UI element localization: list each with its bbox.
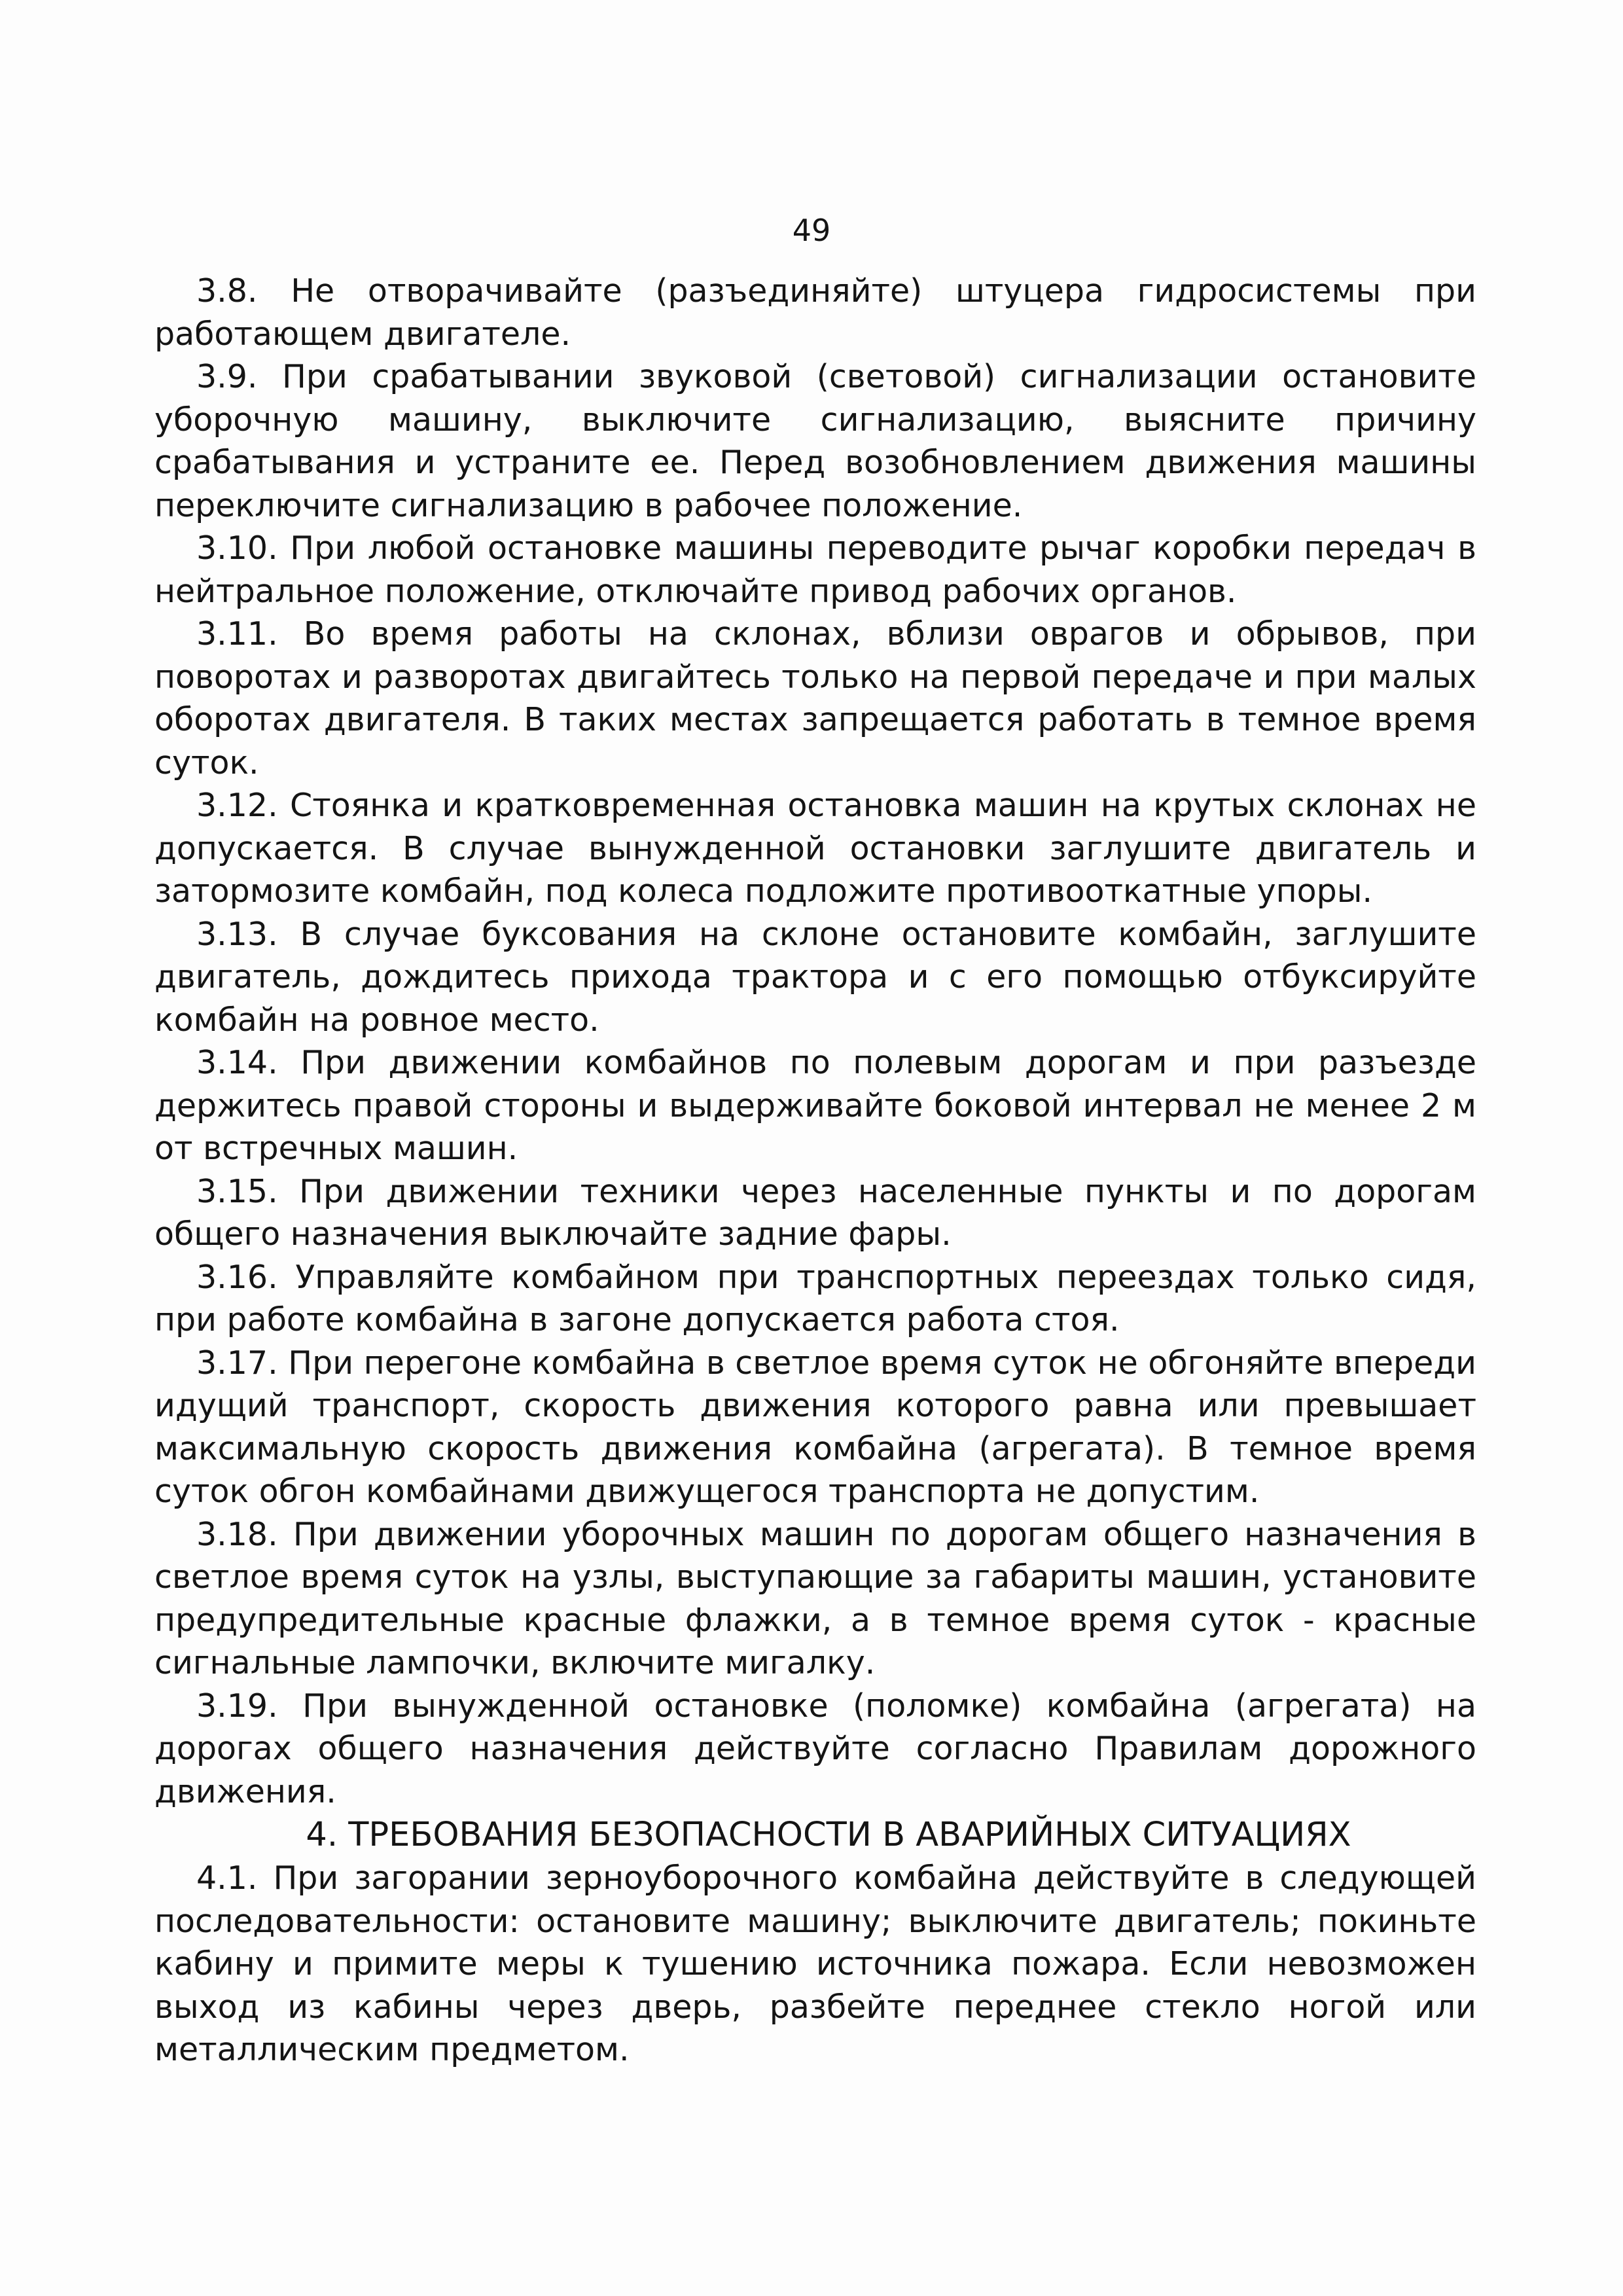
paragraph-4-1: 4.1. При загорании зерноуборочного комбайна действуйте в следующей последовательности: остановите машину; выключите двигатель; покиньте кабину и примите меры к тушению источника пожара. Если невозможен выход из кабины через дверь, разбейте переднее стекло ногой или металлическим предметом. (154, 1859, 1476, 2068)
paragraph-3-12: 3.12. Стоянка и кратковременная остановка машин на крутых склонах не допускается. В случае вынужденной остановки заглушите двигатель и затормозите комбайн, под колеса подложите противооткатные упоры. (154, 787, 1476, 910)
paragraph-3-16: 3.16. Управляйте комбайном при транспортных переездах только сидя, при работе комбайна в загоне допускается работа стоя. (154, 1258, 1476, 1338)
paragraph-3-14: 3.14. При движении комбайнов по полевым дорогам и при разъезде держитесь правой стороны и выдерживайте боковой интервал не менее 2 м от встречных машин. (154, 1044, 1476, 1167)
page-number: 49 (792, 213, 831, 248)
paragraph-3-8: 3.8. Не отворачивайте (разъединяйте) штуцера гидросистемы при работающем двигателе. (154, 272, 1476, 353)
section-4-heading: 4. ТРЕБОВАНИЯ БЕЗОПАСНОСТИ В АВАРИЙНЫХ СИТУАЦИЯХ (306, 1816, 1351, 1854)
paragraph-3-9: 3.9. При срабатывании звуковой (световой) сигнализации остановите уборочную машину, выключите сигнализацию, выясните причину срабатывания и устраните ее. Перед возобновлением движения машины переключите сигнализацию в рабочее положение. (154, 358, 1476, 524)
paragraph-3-15: 3.15. При движении техники через населенные пункты и по дорогам общего назначения выключайте задние фары. (154, 1172, 1476, 1253)
paragraph-3-19: 3.19. При вынужденной остановке (поломке) комбайна (агрегата) на дорогах общего назначения действуйте согласно Правилам дорожного движения. (154, 1687, 1476, 1810)
paragraph-3-18: 3.18. При движении уборочных машин по дорогам общего назначения в светлое время суток на узлы, выступающие за габариты машин, установите предупредительные красные флажки, а в темное время суток - красные сигнальные лампочки, включите мигалку. (154, 1515, 1476, 1681)
paragraph-3-17: 3.17. При перегоне комбайна в светлое время суток не обгоняйте впереди идущий транспорт, скорость движения которого равна или превышает максимальную скорость движения комбайна (агрегата). В темное время суток обгон комбайнами движущегося транспорта не допустим. (154, 1344, 1476, 1510)
paragraph-3-11: 3.11. Во время работы на склонах, вблизи оврагов и обрывов, при поворотах и разворотах двигайтесь только на первой передаче и при малых оборотах двигателя. В таких местах запрещается работать в темное время суток. (154, 615, 1476, 781)
body-text (154, 270, 1476, 2072)
paragraph-3-13: 3.13. В случае буксования на склоне остановите комбайн, заглушите двигатель, дождитесь прихода трактора и с его помощью отбуксируйте комбайн на ровное место. (154, 915, 1476, 1039)
paragraph-3-10: 3.10. При любой остановке машины переводите рычаг коробки передач в нейтральное положение, отключайте привод рабочих органов. (154, 529, 1476, 610)
